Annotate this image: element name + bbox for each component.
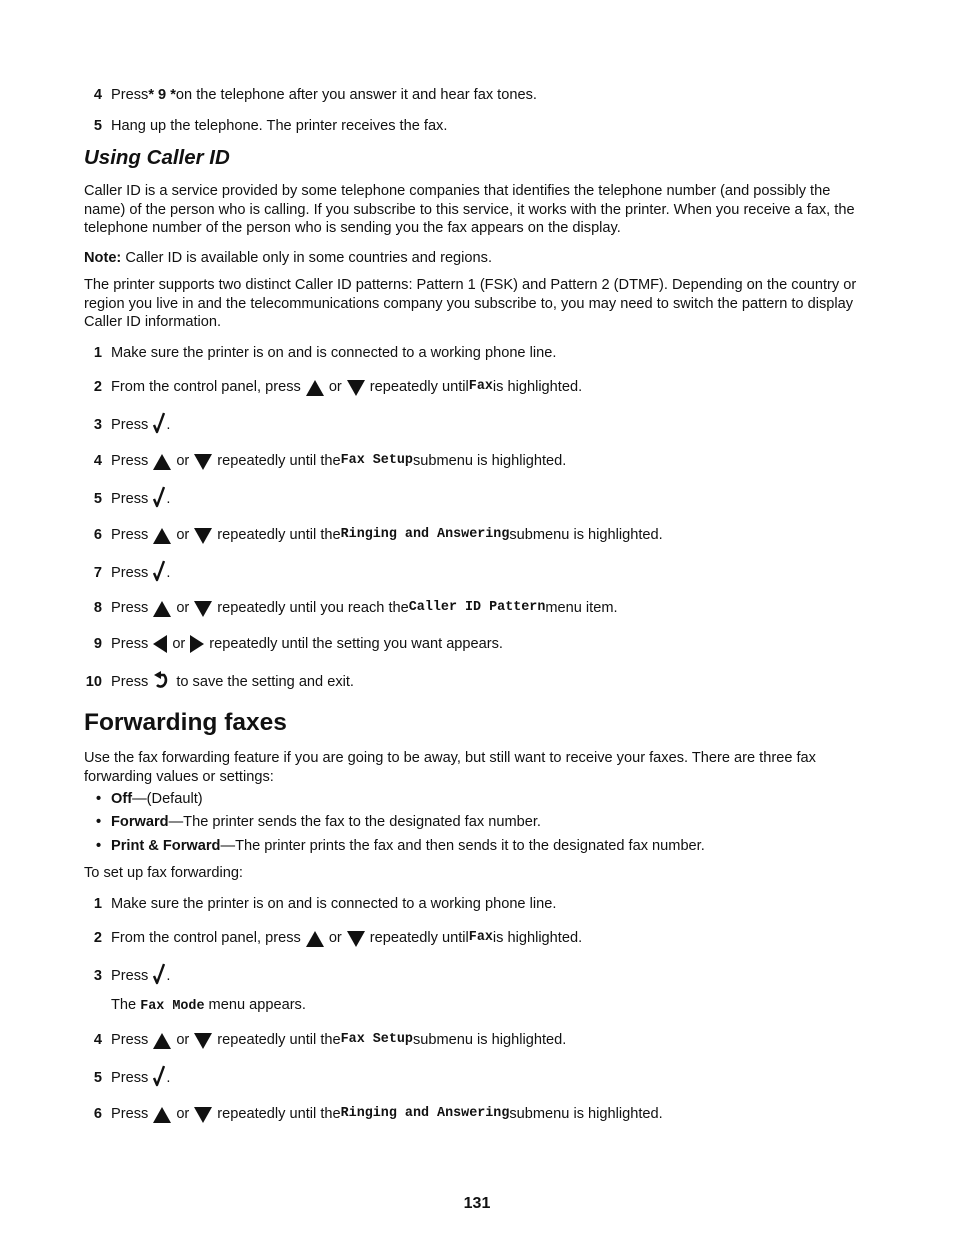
- step-text: on the telephone after you answer it and hear fax tones.: [175, 87, 537, 103]
- caller-step-8: [84, 595, 618, 617]
- step-text: submenu is highlighted.: [509, 527, 663, 543]
- step-number: 6: [93, 1106, 102, 1122]
- step-text: submenu is highlighted.: [412, 453, 567, 469]
- down-arrow-icon: [194, 528, 212, 544]
- caller-step-4: [84, 448, 566, 470]
- bullet-desc: —(Default): [132, 791, 203, 807]
- menu-code: Fax: [468, 930, 493, 945]
- bullet-desc: —The printer sends the fax to the designated fax number.: [168, 814, 541, 830]
- step-number: 6: [93, 527, 102, 543]
- step-text: Press: [111, 527, 149, 543]
- step-text: .: [166, 565, 171, 581]
- note-label: Note:: [84, 250, 122, 266]
- step-number: 10: [85, 674, 102, 690]
- step-text: .: [166, 1070, 171, 1086]
- or-text: or: [176, 453, 190, 469]
- step-text: From the control panel, press: [111, 930, 301, 946]
- checkmark-select-icon: [153, 412, 165, 434]
- step-text: repeatedly until the: [217, 527, 341, 543]
- bullet-icon: •: [96, 814, 102, 830]
- down-arrow-icon: [194, 1107, 212, 1123]
- or-text: or: [176, 600, 190, 616]
- caller-step-10: [84, 669, 354, 691]
- forward-step-4: [84, 1027, 566, 1049]
- forward-step-1: [84, 891, 556, 913]
- forward-step-3: [84, 963, 170, 985]
- caller-step-2: [84, 374, 582, 396]
- step-text: Press: [111, 417, 149, 433]
- caller-step-9: [84, 631, 503, 653]
- up-arrow-icon: [306, 931, 324, 947]
- page-number: 131: [463, 1195, 491, 1212]
- caller-step-1: [84, 340, 556, 362]
- step-text: Make sure the printer is on and is connected to a working phone line.: [111, 345, 557, 361]
- step-text: menu item.: [545, 600, 618, 616]
- caller-step-3: [84, 412, 170, 434]
- menu-code: Ringing and Answering: [340, 527, 510, 542]
- fax-mode-note: [111, 996, 306, 1016]
- menu-code: Ringing and Answering: [340, 1106, 510, 1121]
- or-text: or: [176, 1106, 190, 1122]
- caller-step-5: [84, 486, 170, 508]
- step-text: Press: [111, 968, 149, 984]
- step-text: repeatedly until: [369, 930, 469, 946]
- up-arrow-icon: [153, 454, 171, 470]
- forward-step-2: [84, 925, 582, 947]
- or-text: or: [172, 636, 186, 652]
- step-text: Press: [111, 1106, 149, 1122]
- step-number: 3: [93, 417, 102, 433]
- step-number: 1: [93, 345, 102, 361]
- list-item: [96, 813, 541, 831]
- or-text: or: [328, 930, 342, 946]
- step-text: is highlighted.: [492, 930, 583, 946]
- step-number: 7: [93, 565, 102, 581]
- step-text: Make sure the printer is on and is connected to a working phone line.: [111, 896, 557, 912]
- step-text: Press: [111, 1070, 149, 1086]
- note-text: Caller ID is available only in some countries and regions.: [121, 250, 492, 266]
- step-number: 4: [93, 1032, 102, 1048]
- down-arrow-icon: [347, 931, 365, 947]
- step-number: 2: [93, 379, 102, 395]
- forwarding-lead: To set up fax forwarding:: [84, 865, 243, 881]
- bullet-term: Off: [111, 791, 133, 807]
- step-number: 1: [93, 896, 102, 912]
- up-arrow-icon: [153, 528, 171, 544]
- key-sequence: * 9 *: [148, 87, 176, 103]
- back-arrow-icon: [153, 671, 171, 691]
- step-text: is highlighted.: [492, 379, 583, 395]
- bullet-desc: —The printer prints the fax and then sends it to the designated fax number.: [220, 838, 705, 854]
- caller-id-paragraph-2: The printer supports two distinct Caller ID patterns: Pattern 1 (FSK) and Pattern 2 (DTMF). Depending on the country or region you live in and the telecommunications company you subscribe to, you may need to switch the pattern to display Caller ID information.: [84, 277, 857, 331]
- step-number: 3: [93, 968, 102, 984]
- up-arrow-icon: [153, 1107, 171, 1123]
- step-text: From the control panel, press: [111, 379, 301, 395]
- step-text: Press: [111, 565, 149, 581]
- up-arrow-icon: [153, 1033, 171, 1049]
- menu-code: Fax Mode: [140, 999, 205, 1014]
- down-arrow-icon: [194, 454, 212, 470]
- step-text: repeatedly until the: [217, 453, 341, 469]
- step-text: .: [166, 417, 171, 433]
- menu-code: Fax: [468, 379, 493, 394]
- step-text: repeatedly until: [369, 379, 469, 395]
- step-number: 5: [93, 118, 102, 134]
- note-text: The: [111, 997, 141, 1013]
- note-text: menu appears.: [204, 997, 306, 1013]
- step-text: Press: [111, 600, 149, 616]
- caller-id-note: [84, 249, 874, 268]
- step-number: 5: [93, 491, 102, 507]
- caller-step-6: [84, 522, 663, 544]
- caller-step-7: [84, 560, 170, 582]
- checkmark-select-icon: [153, 560, 165, 582]
- step-text: repeatedly until the: [217, 1032, 341, 1048]
- bullet-term: Forward: [111, 814, 169, 830]
- step-number: 8: [93, 600, 102, 616]
- checkmark-select-icon: [153, 486, 165, 508]
- menu-code: Caller ID Pattern: [408, 600, 546, 615]
- bullet-icon: •: [96, 791, 102, 807]
- step-top-4: [84, 82, 537, 104]
- step-text: submenu is highlighted.: [509, 1106, 663, 1122]
- step-text: Press: [111, 674, 149, 690]
- step-text: repeatedly until the: [217, 1106, 341, 1122]
- step-text: Press: [111, 636, 149, 652]
- step-number: 4: [93, 87, 102, 103]
- menu-code: Fax Setup: [340, 1032, 413, 1047]
- bullet-term: Print & Forward: [111, 838, 221, 854]
- step-text: .: [166, 968, 171, 984]
- step-text: Hang up the telephone. The printer receives the fax.: [111, 118, 448, 134]
- list-item: [96, 790, 203, 808]
- step-number: 9: [93, 636, 102, 652]
- step-text: to save the setting and exit.: [176, 674, 354, 690]
- section-heading-caller-id: Using Caller ID: [84, 146, 230, 169]
- step-number: 2: [93, 930, 102, 946]
- list-item: [96, 837, 705, 855]
- step-text: Press: [111, 1032, 149, 1048]
- step-text: Press: [111, 491, 149, 507]
- caller-id-paragraph-1: Caller ID is a service provided by some telephone companies that identifies the telephone number (and possibly the name) of the person who is calling. If you subscribe to this service, it works with the printer. When you receive a fax, the telephone number of the person who is sending you the fax appears on the display.: [84, 183, 855, 237]
- right-arrow-icon: [190, 635, 204, 653]
- or-text: or: [176, 1032, 190, 1048]
- step-number: 5: [93, 1070, 102, 1086]
- up-arrow-icon: [306, 380, 324, 396]
- menu-code: Fax Setup: [340, 453, 413, 468]
- step-text: submenu is highlighted.: [412, 1032, 567, 1048]
- step-text: repeatedly until you reach the: [217, 600, 409, 616]
- down-arrow-icon: [347, 380, 365, 396]
- step-text: .: [166, 491, 171, 507]
- step-top-5: [84, 113, 447, 135]
- step-text: Press: [111, 87, 149, 103]
- forwarding-intro: Use the fax forwarding feature if you are going to be away, but still want to receive your faxes. There are three fax forwarding values or settings:: [84, 750, 816, 785]
- down-arrow-icon: [194, 1033, 212, 1049]
- up-arrow-icon: [153, 601, 171, 617]
- section-heading-forwarding: Forwarding faxes: [84, 709, 287, 736]
- checkmark-select-icon: [153, 1065, 165, 1087]
- step-text: Press: [111, 453, 149, 469]
- or-text: or: [176, 527, 190, 543]
- step-number: 4: [93, 453, 102, 469]
- or-text: or: [328, 379, 342, 395]
- checkmark-select-icon: [153, 963, 165, 985]
- down-arrow-icon: [194, 601, 212, 617]
- forward-step-5: [84, 1065, 170, 1087]
- forward-step-6: [84, 1101, 663, 1123]
- bullet-icon: •: [96, 838, 102, 854]
- step-text: repeatedly until the setting you want appears.: [209, 636, 503, 652]
- left-arrow-icon: [153, 635, 167, 653]
